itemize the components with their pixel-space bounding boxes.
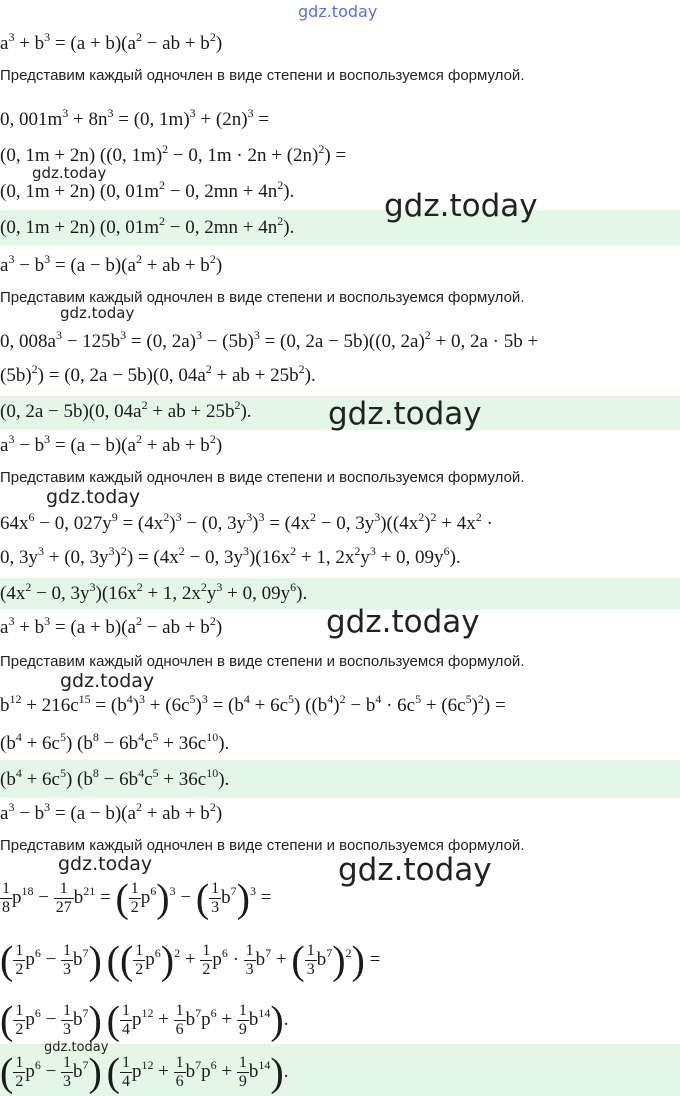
watermark-large: gdz.today (384, 188, 538, 224)
watermark-large: gdz.today (338, 852, 492, 888)
formula-line: 0, $001m^3 + 8n^3 = (0$, $1m)^3 + (2n)^3$ = (0, 106, 269, 130)
formula-line: ( $\frac{1}{2}$ $p^6$ − $\frac{1}{3}$ $b^7$) ( $\frac{1}{4}$ $p^{12}$ + $\frac{1}{6}$ $b^7p^6$ + $\frac{1}{9}$ $b^{14}$). (0, 997, 289, 1043)
formula-line: 0, $3y^3 + (0$, $3y^3)^2) = (4x^2 - 0$, $3y^3)(16x^2 + 1$, $2x^2y^3 + 0$, $09y^6$). (0, 544, 461, 568)
instruction-text: Представим каждый одночлен в виде степени и воспользуемся формулой. (0, 469, 525, 486)
instruction-text: Представим каждый одночлен в виде степени и воспользуемся формулой. (0, 837, 525, 854)
watermark-small: gdz.today (32, 164, 107, 182)
formula-line: $a^3 - b^3 = (a - b)(a^2$ + ab + $b^2$) (0, 252, 223, 276)
formula-line: $\frac{1}{8}$ $p^{18}$ − $\frac{1}{27}$ $b^{21}$ = ( $\frac{1}{2}$ $p^6)^3$ − ( $\frac{1}{3}$ $b^7)^3$ = (2, 875, 272, 921)
formula-line: $a^3 - b^3 = (a - b)(a^2$ + ab + $b^2$) (0, 800, 223, 824)
watermark-top: gdz.today (298, 2, 378, 21)
formula-line: 0, $008a^3 - 125b^3 = (0$, $2a)^3 - (5b)^3 = (0$, 2a − 5b)((0, 2a)$^2$ + 0, 2a · 5b + (0, 328, 539, 352)
formula-line: $(5b)^2) = (0$, 2a − 5b)(0, $04a^2$ + ab + $25b^2$). (0, 362, 316, 386)
answer-line: (0, 2a − 5b)(0, $04a^2$ + ab + $25b^2$). (0, 398, 252, 422)
formula-line: (0, 1m + 2n) ((0, 1m)$^2$ − 0, $1m \cdot 2n + (2n)^2$) = (0, 142, 347, 166)
watermark-small: gdz.today (60, 304, 135, 322)
formula-line: (0, 1m + 2n) (0, $01m^2 - 0$, $2mn + 4n^2$). (0, 178, 295, 202)
watermark-small: gdz.today (44, 1040, 109, 1055)
answer-line: (0, 1m + 2n) (0, $01m^2 - 0$, $2mn + 4n^2$). (0, 214, 295, 238)
formula-line: $64x^6 - 0$, $027y^9 = (4x^2)^3 - (0$, $3y^3)^3 = (4x^2 - 0$, $3y^3)((4x^2)^2 + 4x^2$ · (0, 510, 493, 534)
formula-line: $a^3 + b^3 = (a + b)(a^2$ − ab + $b^2$) (0, 30, 223, 54)
instruction-text: Представим каждый одночлен в виде степени и воспользуемся формулой. (0, 289, 525, 306)
formula-line: $a^3 - b^3 = (a - b)(a^2$ + ab + $b^2$) (0, 432, 223, 456)
answer-line: ( $\frac{1}{2}$ $p^6$ − $\frac{1}{3}$ $b^7$) ( $\frac{1}{4}$ $p^{12}$ + $\frac{1}{6}$ $b^7p^6$ + $\frac{1}{9}$ $b^{14}$). (0, 1049, 289, 1095)
formula-line: $a^3 + b^3 = (a + b)(a^2$ − ab + $b^2$) (0, 614, 223, 638)
answer-line: ($4x^2 - 0$, $3y^3)(16x^2 + 1$, $2x^2y^3 + 0$, $09y^6$). (0, 580, 308, 604)
watermark-large: gdz.today (326, 604, 480, 640)
formula-line: ( $\frac{1}{2}$ $p^6$ − $\frac{1}{3}$ $b^7$) (( $\frac{1}{2}$ $p^6)^2$ + $\frac{1}{2}$ $p^6$ · $\frac{1}{3}$ $b^7$ + ( $\frac{1}{3}$ $b^7)^2$) = (0, 937, 381, 983)
instruction-text: Представим каждый одночлен в виде степени и воспользуемся формулой. (0, 67, 525, 84)
instruction-text: Представим каждый одночлен в виде степени и воспользуемся формулой. (0, 653, 525, 670)
answer-line: $(b^4 + 6c^5) (b^8 - 6b^4c^5 + 36c^{10})$. (0, 766, 230, 790)
watermark-large: gdz.today (328, 396, 482, 432)
formula-line: $b^{12} + 216c^{15} = (b^4)^3 + (6c^5)^3 = (b^4 + 6c^5) ((b^4)^2 - b^4 \cdot 6c^5 + (6c^5)^2)$ = (0, 692, 506, 716)
formula-line: $(b^4 + 6c^5) (b^8 - 6b^4c^5 + 36c^{10})$. (0, 730, 230, 754)
watermark-small: gdz.today (60, 670, 155, 692)
watermark-small: gdz.today (46, 486, 141, 508)
watermark-small: gdz.today (58, 853, 153, 875)
